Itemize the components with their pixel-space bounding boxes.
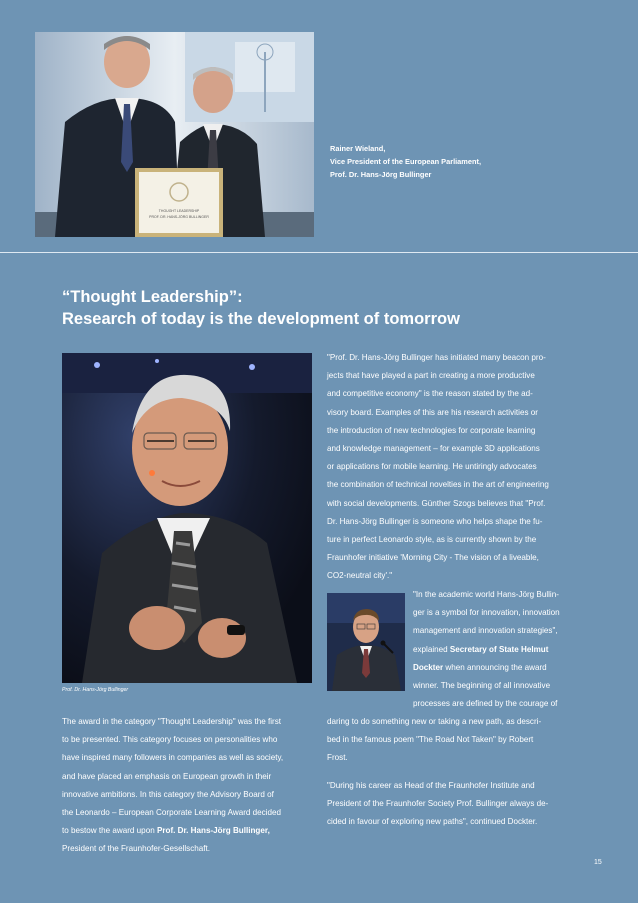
wrap-line-speaker <box>413 641 579 659</box>
portrait-caption: Prof. Dr. Hans-Jörg Bullinger <box>62 687 129 693</box>
continue-line: bed in the famous poem "The Road Not Taken" by Robert <box>327 735 534 745</box>
right-column-continuation <box>327 713 579 768</box>
quote-line: the combination of technical novelties in the art of engineering <box>327 480 549 490</box>
quote-line: and knowledge management – for example 3D applications <box>327 444 540 454</box>
wrap-line: ger is a symbol for innovation, innovation <box>413 608 560 618</box>
body-line-award <box>62 822 314 840</box>
continue-line: Frost. <box>327 753 348 763</box>
final-line: "During his career as Head of the Fraunhofer Institute and <box>327 781 535 790</box>
certificate-line-2: PROF. DR. HANS-JÖRG BULLINGER <box>149 215 209 219</box>
quote-line: "Prof. Dr. Hans-Jörg Bullinger has initiated many beacon pro- <box>327 353 546 362</box>
right-column-final <box>327 777 579 832</box>
wrap-line: management and innovation strategies", <box>413 626 558 636</box>
final-line: President of the Fraunhofer Society Prof. Bullinger always de- <box>327 799 549 809</box>
speaker-name-part2: Dockter <box>413 662 444 672</box>
heading-line-1: “Thought Leadership”: <box>62 288 243 306</box>
right-column-wrap <box>413 586 579 713</box>
bestow-text: to bestow the award upon <box>62 826 155 836</box>
quote-line: ture in perfect Leonardo style, as is currently shown by the <box>327 535 537 545</box>
body-line: to be presented. This category focuses on personalities who <box>62 735 278 745</box>
awardee-name: Prof. Dr. Hans-Jörg Bullinger, <box>156 826 270 836</box>
heading-line-2: Research of today is the development of tomorrow <box>62 310 460 328</box>
caption-line-3: Prof. Dr. Hans-Jörg Bullinger <box>330 170 432 179</box>
quote-line: and competitive economy" is the reason stated by the ad- <box>327 389 533 399</box>
award-ceremony-photo <box>35 32 314 237</box>
body-line: President of the Fraunhofer-Gesellschaft. <box>62 844 211 854</box>
body-line: have inspired many followers in companies as well as society, <box>62 753 284 763</box>
quote-line: or applications for mobile learning. He untiringly advocates <box>327 462 537 472</box>
body-line: The award in the category "Thought Leadership" was the first <box>62 717 282 726</box>
quote-line: Dr. Hans-Jörg Bullinger is someone who helps shape the fu- <box>327 516 543 526</box>
caption-line-1: Rainer Wieland, <box>330 144 386 153</box>
final-line: cided in favour of exploring new paths", continued Dockter. <box>327 817 538 827</box>
quote-line: visory board. Examples of this are his research activities or <box>327 407 538 417</box>
body-line: and have placed an emphasis on European growth in their <box>62 771 272 781</box>
continue-line: daring to do something new or taking a new path, as descri- <box>327 717 542 726</box>
body-line: the Leonardo – European Corporate Learning Award decided <box>62 808 281 818</box>
top-photo-caption <box>330 142 610 181</box>
right-column-quote <box>327 349 579 586</box>
quote-line: Fraunhofer initiative 'Morning City - The vision of a liveable, <box>327 553 539 563</box>
quote-line: the introduction of new technologies for corporate learning <box>327 425 536 435</box>
body-line: innovative ambitions. In this category the Advisory Board of <box>62 789 274 799</box>
certificate-line-1: THOUGHT LEADERSHIP <box>158 209 200 213</box>
left-column-body <box>62 713 314 859</box>
section-divider <box>0 252 638 253</box>
wrap-line: "In the academic world Hans-Jörg Bullin- <box>413 590 559 599</box>
page-number: 15 <box>594 859 602 866</box>
quote-line: CO2-neutral city'." <box>327 571 393 581</box>
article-heading <box>62 286 622 330</box>
caption-line-2: Vice President of the European Parliament, <box>330 157 482 166</box>
speaker-name-part1: Secretary of State Helmut <box>449 644 549 654</box>
quote-line: with social developments. Günther Szogs believes that "Prof. <box>327 498 546 508</box>
dockter-photo <box>327 593 405 691</box>
bullinger-portrait-photo <box>62 353 312 683</box>
wrap-line: winner. The beginning of all innovative <box>413 681 551 691</box>
quote-line: jects that have played a part in creating a more productive <box>327 371 535 381</box>
wrap-line: processes are defined by the courage of <box>413 699 558 709</box>
wrap-line-speaker-2 <box>413 659 579 677</box>
explained-text: explained <box>413 644 448 654</box>
announcing-text: when announcing the award <box>445 662 547 672</box>
